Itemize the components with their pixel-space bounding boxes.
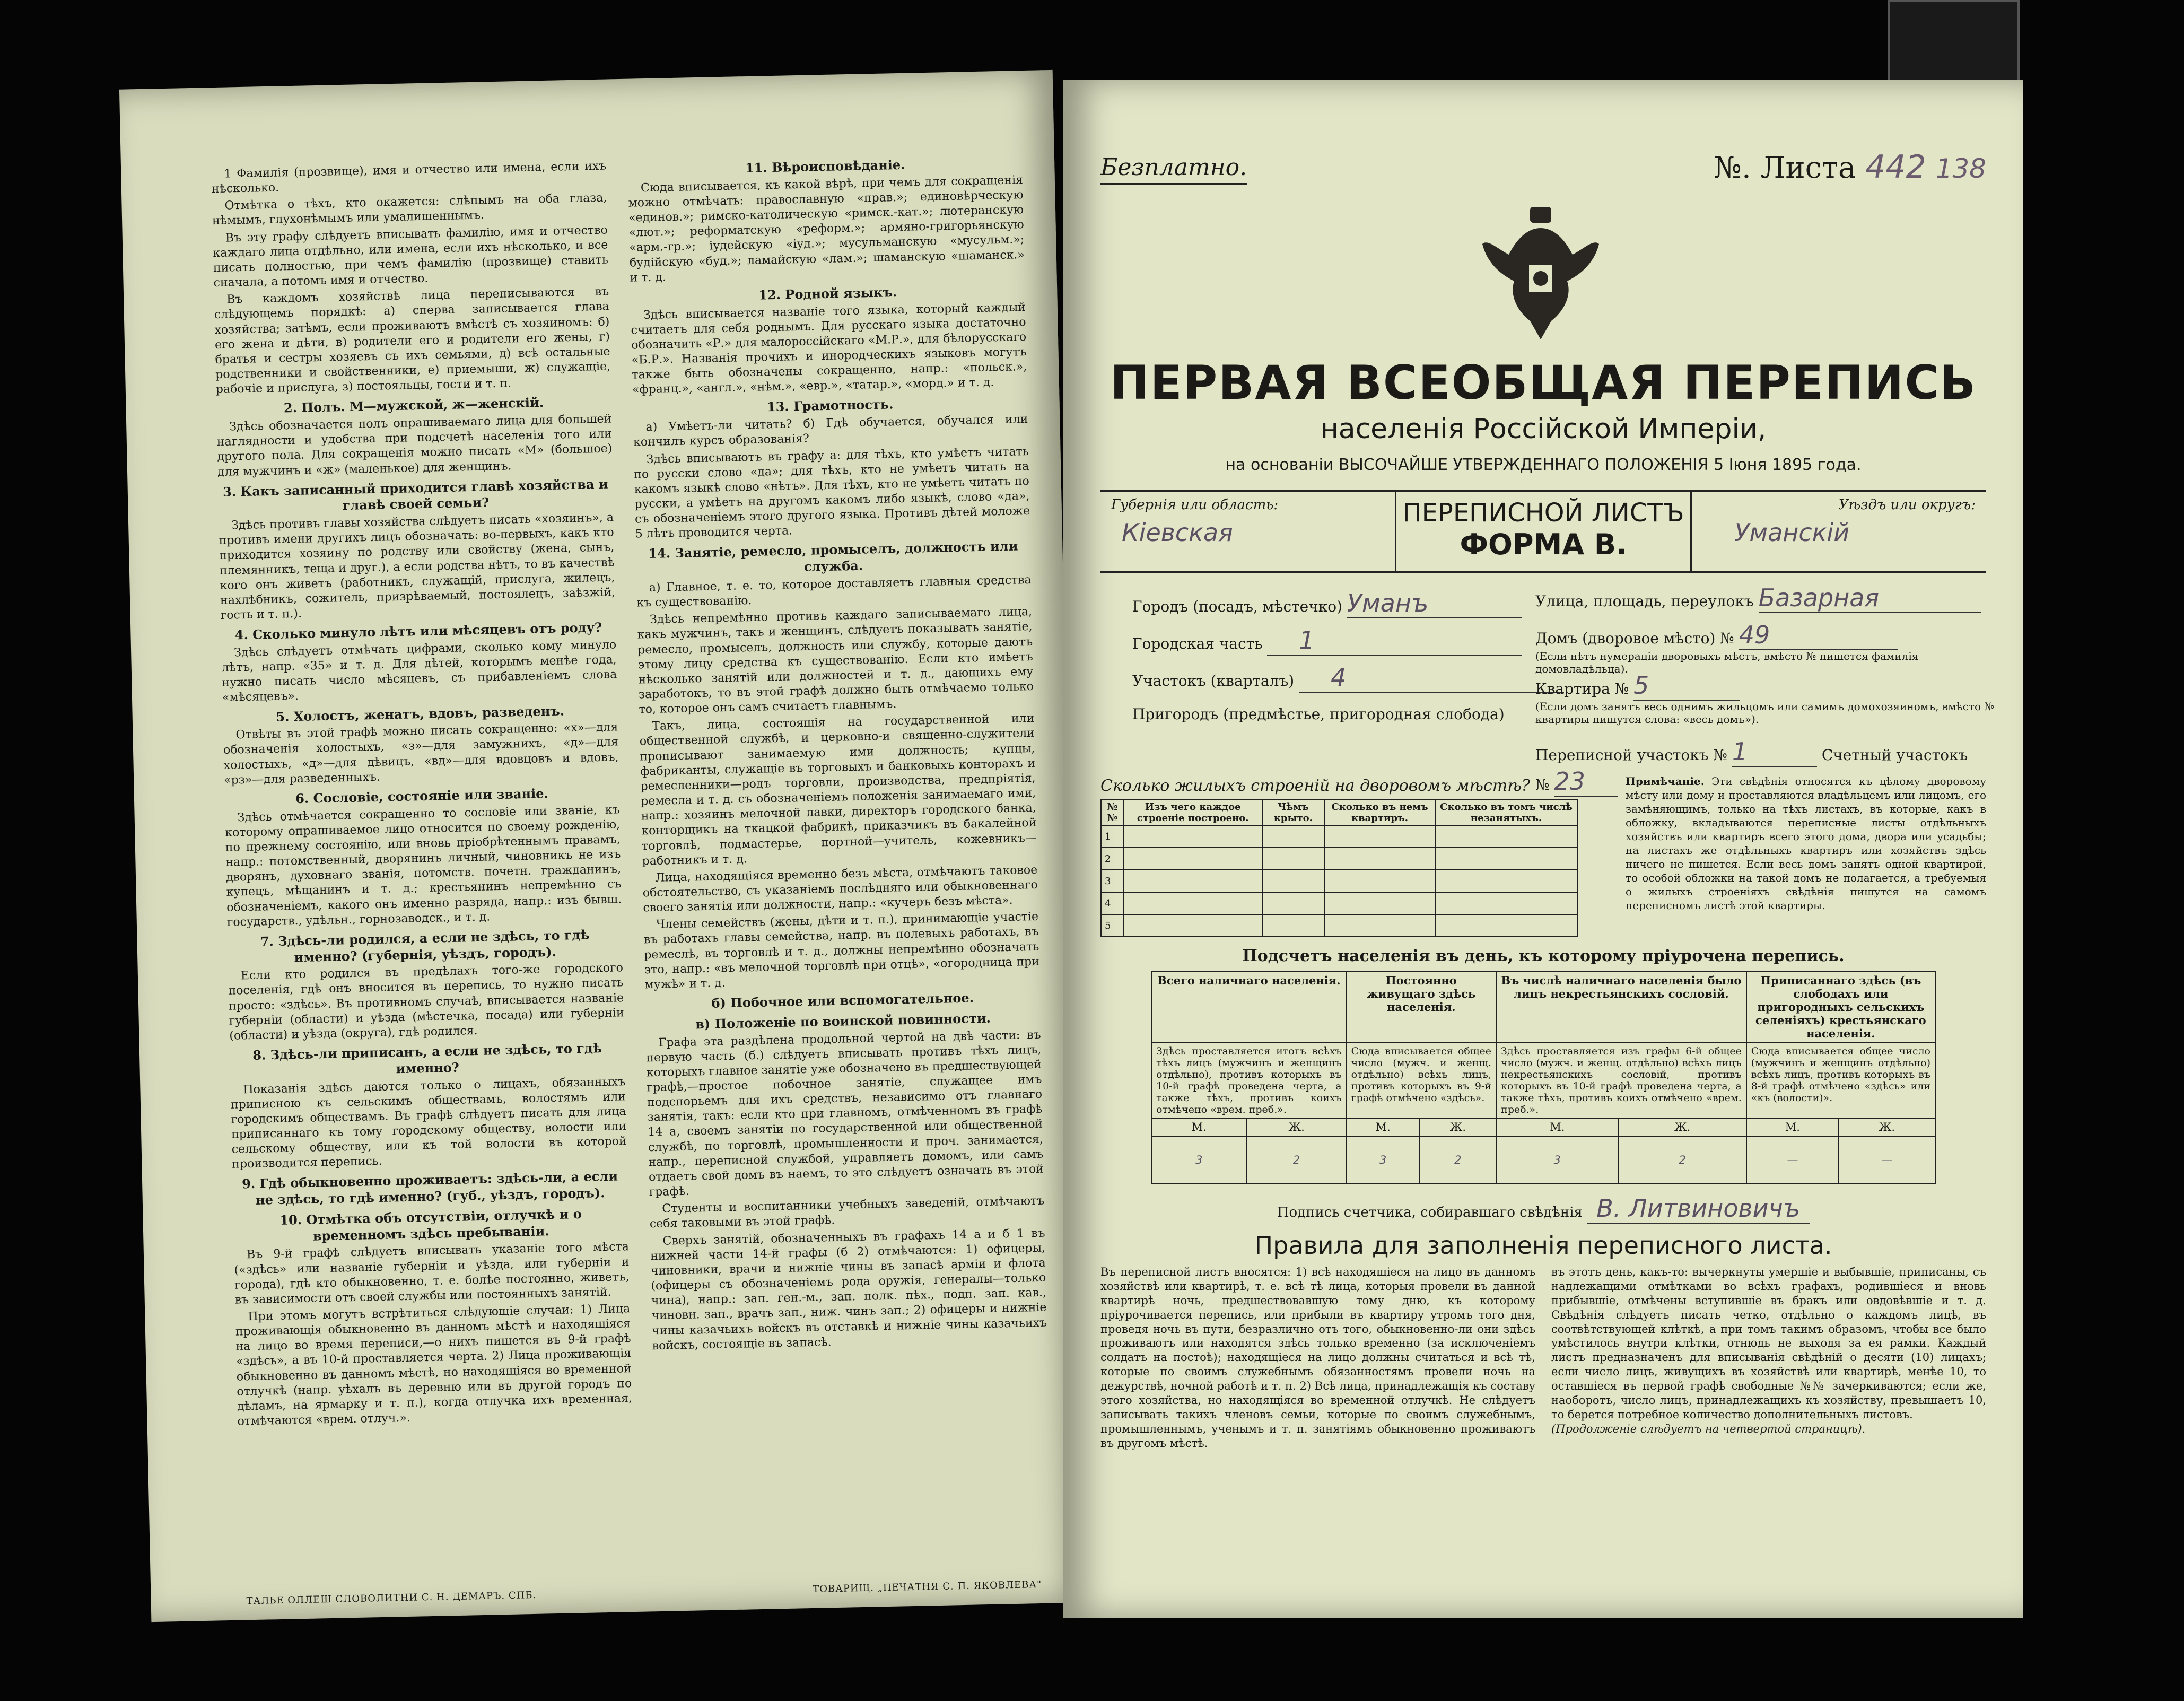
printer-note-right: ТОВАРИЩ. „ПЕЧАТНЯ С. П. ЯКОВЛЕВА" <box>813 1578 1042 1595</box>
note-title: Примѣчаніе. <box>1626 775 1705 788</box>
buildings-cell[interactable] <box>1262 914 1324 937</box>
gubernia-cell <box>1100 492 1395 571</box>
population-sex-label: М. <box>1496 1118 1619 1136</box>
house-label: Домъ (дворовое мѣсто) № <box>1535 630 1734 647</box>
perep-field <box>1535 737 1986 797</box>
apt-label: Квартира № <box>1535 680 1629 697</box>
population-header-cell: Въ числѣ наличнаго населенія было лицъ некрестьянскихъ сословій. <box>1496 971 1746 1043</box>
apt-field <box>1535 671 1740 701</box>
left-page <box>119 70 1085 1622</box>
gubernia-value[interactable]: Кіевская <box>1122 518 1233 547</box>
buildings-cell[interactable] <box>1324 870 1435 892</box>
buildings-cell[interactable] <box>1262 870 1324 892</box>
uezd-value[interactable]: Уманскій <box>1734 518 1850 547</box>
population-mf-row <box>1151 1118 1935 1136</box>
uezd-cell <box>1692 492 1986 571</box>
signature-label: Подпись счетчика, собиравшаго свѣдѣнія <box>1277 1205 1583 1220</box>
buildings-cell[interactable] <box>1435 892 1577 914</box>
section-heading: 9. Гдѣ обыкновенно проживаетъ: здѣсь-ли, а если не здѣсь, то гдѣ именно? (губ., уѣздъ, городъ). <box>241 1168 618 1208</box>
section-paragraph: Сверхъ занятій, обозначенныхъ въ графахъ 14 а и б 1 въ нижней части 14-й графы (б 2) отмѣчаются: 1) офицеры, чиновники, врачи и нижніе чины въ запасѣ арміи и флота (офицеры съ обозначеніемъ рода оружія, генералы—только чина), напр.: зап. ген.-м., зап. полк. пѣх., подп. зап. кав., чиновн. зап., врачъ зап., ниж. чинъ зап.; 2) офицеры и нижніе чины казачьихъ войскъ въ отставкѣ и нижніе чины казачьихъ войскъ, состоящіе въ запасѣ. <box>650 1226 1047 1353</box>
buildings-cell[interactable] <box>1262 892 1324 914</box>
buildings-row <box>1101 848 1577 870</box>
section-paragraph: Члены семействъ (жены, дѣти и т. п.), принимающіе участіе въ работахъ главы семейства, напр. въ полевыхъ работахъ, въ ремеслѣ, въ торговлѣ и т. д., должны непремѣнно обозначать это, напр.: «въ мелочной торговлѣ при отцѣ», «огородница при мужѣ» и т. д. <box>643 910 1040 992</box>
instructions-column-1 <box>211 159 636 1589</box>
buildings-row-number: 4 <box>1101 892 1124 914</box>
population-title: Подсчетъ населенія въ день, къ которому пріурочена перепись. <box>1242 947 1845 965</box>
city-value[interactable]: Уманъ <box>1347 589 1522 618</box>
buildings-header-cell: Изъ чего каждое строеніе построено. <box>1124 800 1262 825</box>
section-heading: 8. Здѣсь-ли приписанъ, а если не здѣсь, то гдѣ именно? <box>252 1040 602 1077</box>
gubernia-label: Губернія или область: <box>1111 497 1279 513</box>
rules-column-2-text: въ этотъ день, какъ-то: вычеркнуты умершіе и выбывшіе, приписаны, съ надлежащими отмѣтками во всѣхъ графахъ, родившіеся и вновь прибывшіе, отмѣчены вступившіе въ бракъ или овдовѣвшіе и т. д. Свѣдѣнія слѣдуетъ писать четко, отдѣльно о каждомъ лицѣ, въ соотвѣтствующей клѣткѣ, а при томъ такимъ образомъ, чтобы все было умѣстилось внутри клѣтки, отнюдь не выходя за ея рамки. Каждый листъ предназначенъ для вписыванія свѣдѣній о десяти (10) лицахъ; если число лицъ, живущихъ въ хозяйствѣ или квартирѣ, менѣе 10, то оставшіеся въ первой графѣ свободные №№ зачеркиваются; если же, наоборотъ, число лицъ, принадлежащихъ къ хозяйству, превышаетъ 10, то берется потребное количество дополнительныхъ листовъ. <box>1551 1266 1986 1421</box>
buildings-cell[interactable] <box>1324 848 1435 870</box>
section-paragraph: Здѣсь отмѣчается сокращенно то сословіе или званіе, къ которому опрашиваемое лицо относится по своему рожденію, по прежнему состоянію, или вновь пріобрѣтеннымъ правамъ, напр.: потомственный, дворянинъ личный, чиновникъ не изъ дворянъ, духовнаго званія, потомств. почетн. гражданинъ, купецъ, мѣщанинъ и т. д.; крестьянинъ непремѣнно съ обозначеніемъ, какого онъ именно разряда, напр.: изъ бывш. государств., удѣльн., горнозаводск., и т. д. <box>225 802 622 929</box>
schet-value[interactable]: 23 <box>1554 767 1618 797</box>
rules-title: Правила для заполненія переписного листа. <box>1254 1231 1832 1260</box>
section-paragraph: Здѣсь вписываютъ въ графу а: для тѣхъ, кто умѣетъ читать по русски слово «да»; для тѣхъ, кто не умѣетъ читать на какомъ языкѣ слово «нѣтъ». Для тѣхъ, кто не умѣетъ читать по русски, а умѣетъ на другомъ какомъ либо языкѣ, слово «да», съ обозначеніемъ этого другого языка. Противъ дѣтей моложе 5 лѣтъ проводится черта. <box>634 444 1030 541</box>
population-desc-cell: Сюда вписывается общее число (мужч. и женщ. отдѣльно) всѣхъ лицъ, противъ которыхъ въ 9-й графѣ отмѣчено «здѣсь». <box>1347 1043 1496 1118</box>
left-page-columns <box>211 150 1052 1588</box>
section-heading: 3. Какъ записанный приходится главѣ хозяйства и главѣ своей семьи? <box>222 476 608 513</box>
census-title: ПЕРВАЯ ВСЕОБЩАЯ ПЕРЕПИСЬ <box>1110 355 1977 410</box>
signature-value[interactable]: В. Литвиновичъ <box>1587 1194 1810 1224</box>
imperial-eagle-icon <box>1477 207 1604 345</box>
rules-text <box>1100 1265 1986 1450</box>
population-value-cell[interactable]: — <box>1839 1136 1935 1184</box>
buildings-block <box>1100 774 1610 937</box>
section-heading: 4. Сколько минуло лѣтъ или мѣсяцевъ отъ роду? <box>234 620 602 643</box>
population-value-cell[interactable]: 2 <box>1247 1136 1347 1184</box>
population-value-cell[interactable]: — <box>1746 1136 1839 1184</box>
section-paragraph: Отвѣты въ этой графѣ можно писать сокращенно: «х»—для обозначенія холостыхъ, «з»—для замужнихъ, «д»—для холостыхъ, «д»—для дѣвицъ, «вд»—для вдовцовъ и вдовъ, «рз»—для разведенныхъ. <box>223 720 619 787</box>
buildings-row-number: 2 <box>1101 848 1124 870</box>
printer-note-left: ТАЛЬЕ ОЛЛЕШ СЛОВОЛИТНИ С. Н. ДЕМАРЪ. СПБ. <box>246 1589 537 1607</box>
population-sex-label: М. <box>1746 1118 1839 1136</box>
buildings-header-cell: Сколько въ томъ числѣ незанятыхъ. <box>1435 800 1577 825</box>
rules-continued: (Продолженіе слѣдуетъ на четвертой страницѣ). <box>1551 1422 1866 1435</box>
buildings-cell[interactable] <box>1324 825 1435 848</box>
section-paragraph: Здѣсь вписывается названіе того языка, который каждый считаетъ для себя роднымъ. Для русскаго языка достаточно обозначить «Р.» для малороссійскаго «М.Р.», для бѣлорусскаго «Б.Р.». Названія прочихъ и инородческихъ языковъ могутъ также быть обозначены сокращенно, напр.: «польск.», «франц.», «англ.», «нѣм.», «евр.», «татар.», «морд.» и т. д. <box>631 300 1027 397</box>
city-field <box>1132 589 1522 618</box>
section-paragraph: Въ эту графу слѣдуетъ вписывать фамилію, имя и отчество каждаго лица отдѣльно, или имена, если ихъ нѣсколько, и все писать полностью, при чемъ фамилію (прозвище) ставить сначала, а потомъ имя и отчество. <box>213 223 609 290</box>
street-field <box>1535 583 1981 613</box>
free-label: Безплатно. <box>1100 154 1247 185</box>
house-field <box>1535 621 1898 650</box>
buildings-row-number: 3 <box>1101 870 1124 892</box>
buildings-table <box>1100 799 1578 937</box>
house-value[interactable]: 49 <box>1739 621 1898 650</box>
buildings-cell[interactable] <box>1124 870 1262 892</box>
section-heading: 13. Грамотность. <box>766 396 894 415</box>
uchastok-label: Участокъ (кварталъ) <box>1132 672 1295 690</box>
section-heading: 5. Холостъ, женатъ, вдовъ, разведенъ. <box>276 702 565 725</box>
buildings-cell[interactable] <box>1124 825 1262 848</box>
section-heading: в) Положеніе по воинской повинности. <box>695 1010 991 1032</box>
form-title-line1: ПЕРЕПИСНОЙ ЛИСТЪ <box>1402 498 1684 528</box>
population-sex-label: М. <box>1151 1118 1247 1136</box>
section-paragraph: Лица, находящіяся временно безъ мѣста, отмѣчаютъ таковое обстоятельство, съ указаніемъ послѣдняго или обыкновеннаго своего занятія или должности, напр.: «кучеръ безъ мѣста». <box>642 863 1038 915</box>
buildings-row-number: 1 <box>1101 825 1124 848</box>
section-paragraph: Здѣсь непремѣнно противъ каждаго записываемаго лица, какъ мужчинъ, такъ и женщинъ, слѣдуетъ показывать занятіе, ремесло, промыселъ, должность или службу, которые даютъ этому лицу средства къ существованію. Если кто имѣетъ нѣсколько занятій или должностей и т. д., дающихъ ему заработокъ, то въ этой графѣ должно быть отмѣчаемо только то, которое онъ самъ считаетъ главнымъ. <box>637 605 1034 717</box>
census-basis: на основаніи ВЫСОЧАЙШЕ УТВЕРЖДЕННАГО ПОЛОЖЕНІЯ 5 Іюня 1895 года. <box>1225 456 1862 474</box>
section-paragraph: Въ каждомъ хозяйствѣ лица переписываются въ слѣдующемъ порядкѣ: а) сперва записывается глава хозяйства; затѣмъ, если проживаютъ вмѣстѣ съ хозяиномъ: б) его жена и дѣти, в) родители его и родители его жены, г) братья и сестры хозяевъ съ ихъ семьями, д) всѣ остальные родственники и свойственники, е) приемыши, ж) служащіе, рабочіе и прислуга, з) постояльцы, гости и т. п. <box>214 285 611 397</box>
section-paragraph: При этомъ могутъ встрѣтиться слѣдующіе случаи: 1) Лица проживающія обыкновенно въ данномъ мѣстѣ и находящіяся на лицо во время переписи,—о нихъ пишется въ 9-й графѣ «здѣсь», а въ 10-й проставляется черта. 2) Лица проживающія обыкновенно въ данномъ мѣстѣ, но находящіяся во временной отлучкѣ (напр. уѣхалъ въ деревню или въ другой городъ по дѣламъ, на ярмарку и т. п.), когда отлучка ихъ временная, отмѣчаются «врем. отлуч.». <box>235 1302 633 1428</box>
signature-line <box>1100 1194 1986 1224</box>
buildings-table-header <box>1101 800 1577 825</box>
population-header-cell: Постоянно живущаго здѣсь населенія. <box>1347 971 1496 1043</box>
population-desc-cell: Сюда вписывается общее число (мужчинъ и женщинъ отдѣльно) всѣхъ лицъ, противъ которыхъ въ 8-й графѣ отмѣчено «здѣсь» или «къ (волости)». <box>1746 1043 1935 1118</box>
section-paragraph: Въ 9-й графѣ слѣдуетъ вписывать указаніе того мѣста («здѣсь» или названіе губерніи и уѣзда, или губерніи и города), гдѣ кто обыкновенно, т. е. болѣе постоянно, живетъ, въ зависимости отъ своей службы или постоянныхъ занятій. <box>234 1240 630 1307</box>
population-desc-cell: Здѣсь проставляется итогъ всѣхъ тѣхъ лицъ (мужчинъ и женщинъ отдѣльно), противъ которыхъ въ 10-й графѣ проведена черта, а также тѣхъ, противъ коихъ отмѣчено «врем. преб.». <box>1151 1043 1347 1118</box>
population-sex-label: Ж. <box>1247 1118 1347 1136</box>
section-heading: 6. Сословіе, состояніе или званіе. <box>295 786 549 806</box>
section-paragraph: Если кто родился въ предѣлахъ того-же городского поселенія, гдѣ онъ вносится въ перепись, то нужно писать просто: «здѣсь». Въ противномъ случаѣ, вписывается названіе губерніи (области) и уѣзда (мѣстечка, посада) или губерніи (области) и уѣзда (округа), гдѣ родился. <box>228 961 624 1043</box>
population-desc-cell: Здѣсь проставляется изъ графы 6-й общее число (мужч. и женщ. отдѣльно) всѣхъ лицъ некрестьянскихъ сословій, противъ которыхъ въ 10-й графѣ проведена черта, а также тѣхъ, противъ коихъ отмѣчено «врем. преб.». <box>1496 1043 1746 1118</box>
section-heading: 2. Полъ. М—мужской, ж—женскій. <box>283 395 544 416</box>
prigorod-field <box>1132 705 1505 723</box>
buildings-row-number: 5 <box>1101 914 1124 937</box>
buildings-row <box>1101 914 1577 937</box>
street-label: Улица, площадь, переулокъ <box>1535 592 1754 610</box>
buildings-cell[interactable] <box>1324 892 1435 914</box>
buildings-section <box>1100 774 1986 937</box>
form-header-box <box>1100 490 1986 573</box>
population-desc-row <box>1151 1043 1935 1118</box>
buildings-cell[interactable] <box>1262 825 1324 848</box>
house-note: (Если нѣтъ нумераціи дворовыхъ мѣстъ, вмѣсто № пишется фамилія домовладѣльца). <box>1535 650 1919 675</box>
perep-label: Переписной участокъ № <box>1535 746 1727 764</box>
schet-label: Счетный участокъ № <box>1535 746 1968 793</box>
section-paragraph: Отмѣтка о тѣхъ, кто окажется: слѣпымъ на оба глаза, нѣмымъ, глухонѣмымъ или умалишеннымъ. <box>212 191 607 228</box>
population-header-row <box>1151 971 1935 1043</box>
section-paragraph: Показанія здѣсь даются только о лицахъ, обязанныхъ приписною къ сельскимъ обществамъ, волостямъ или городскимъ обществамъ. Въ графѣ слѣдуетъ писать для лица приписаннаго къ тому городскому обществу, волости или сельскому обществу, или къ той волости въ которой производится перепись. <box>230 1075 627 1172</box>
buildings-row <box>1101 892 1577 914</box>
perep-value[interactable]: 1 <box>1732 737 1817 767</box>
section-paragraph: Сюда вписывается, къ какой вѣрѣ, при чемъ для сокращенія можно отмѣчать: православную «прав.»; единовѣрческую «единов.»; римско-католическую «римск.-кат.»; лютеранскую «лют.»; реформатскую «реформ.»; армяно-григорьянскую «арм.-гр.»; іудейскую «іуд.»; мусульманскую «мусульм.»; будійскую «буд.»; ламайскую «лам.»; шаманскую «шаманск.» и т. д. <box>628 173 1025 285</box>
census-subtitle: населенія Россійской Имперіи, <box>1320 413 1767 445</box>
section-paragraph: Графа эта раздѣлена продольной чертой на двѣ части: въ первую часть (б.) слѣдуетъ вписывать противъ тѣхъ лицъ, которыхъ главное занятіе уже обозначено въ предшествующей графѣ,—простое побочное занятіе, служащее имъ подспорьемъ для ихъ средствъ, независимо отъ главнаго занятія, такъ: если кто при главномъ, отмѣченномъ въ графѣ 14 а, своемъ занятіи по государственной или общественной службѣ, по торговлѣ, промышленности и проч. занимается, напр., переписной службой, управляетъ домомъ, или самъ отдаетъ свой домъ въ наемъ, то это слѣдуетъ означать въ этой графѣ. <box>646 1028 1044 1199</box>
population-value-cell[interactable]: 3 <box>1496 1136 1619 1184</box>
section-paragraph: Здѣсь противъ главы хозяйства слѣдуетъ писать «хозяинъ», а противъ имени другихъ лицъ обозначать: во-первыхъ, какъ кто приходится хозяину по родству или свойству (жена, сынъ, племянникъ, теща и друг.), а если родства нѣтъ, то въ качествѣ кого онъ живетъ (работникъ, служащій, прислуга, жилецъ, нахлѣбникъ, сожитель, призрѣваемый, постоялецъ, заѣзжій, гость и т. п.). <box>219 511 616 623</box>
buildings-cell[interactable] <box>1324 914 1435 937</box>
note-text: Эти свѣдѣнія относятся къ цѣлому дворовому мѣсту или дому и проставляются владѣльцемъ или лицомъ, его замѣняющимъ, только на тѣхъ листахъ, въ которые, какъ в обложку, вкладываются переписные листы отдѣльныхъ хозяйствъ или квартиръ всего этого дома, двора или усадьбы; на листахъ же отдѣльныхъ квартиръ или хозяйствъ здѣсь ничего не пишется. Если весь домъ занятъ одной квартирой, то особой обложки на такой домъ не полагается, а требуемыя о жилыхъ строеніяхъ свѣдѣнія пишутся на самомъ переписномъ листѣ этой квартиры. <box>1626 775 1987 912</box>
buildings-cell[interactable] <box>1124 914 1262 937</box>
section-paragraph: а) Главное, т. е. то, которое доставляетъ главныя средства къ существованію. <box>636 573 1032 610</box>
section-heading: 10. Отмѣтка объ отсутствіи, отлучкѣ и о временномъ здѣсь пребываніи. <box>279 1206 582 1244</box>
rules-column-1: Въ переписной листъ вносятся: 1) всѣ находящіеся на лицо въ данномъ хозяйствѣ или квартирѣ, т. е. всѣ тѣ лица, которыя провели въ данной квартирѣ ночь, предшествовавшую тому дню, къ которому пріурочивается перепись, или прибыли въ квартиру утромъ того дня, проведя ночь въ пути, безразлично отъ того, обыкновенно-ли они здѣсь проживаютъ или находятся здѣсь только временно (за исключеніемъ солдатъ на постоѣ); находящіеся на лицо должны считаться и всѣ тѣ, которые по своимъ служебнымъ обязанностямъ провели ночь на дежурствѣ, ночной работѣ и т. п. 2) Всѣ лица, принадлежащія къ составу этого хозяйства, но находящіяся во временной отлучкѣ. Не слѣдуетъ записывать такихъ членовъ семьи, которые по своимъ служебнымъ, промышленнымъ, ученымъ и т. п. занятіямъ обыкновенно проживаютъ въ другомъ мѣстѣ. <box>1100 1266 1535 1450</box>
instructions-column-2 <box>627 150 1052 1580</box>
buildings-row <box>1101 870 1577 892</box>
population-sex-label: Ж. <box>1420 1118 1496 1136</box>
population-sex-label: М. <box>1347 1118 1420 1136</box>
section-heading: 7. Здѣсь-ли родился, а если не здѣсь, то гдѣ именно? (губернія, уѣздъ, городъ). <box>260 927 590 965</box>
population-header-cell: Приписаннаго здѣсь (въ слободахъ или пригородныхъ сельскихъ селеніяхъ) крестьянскаго населенія. <box>1746 971 1935 1043</box>
buildings-cell[interactable] <box>1124 848 1262 870</box>
city-label: Городъ (посадъ, мѣстечко) <box>1132 598 1343 615</box>
buildings-cell[interactable] <box>1435 870 1577 892</box>
population-table <box>1151 971 1936 1184</box>
uchastok-value[interactable]: 4 <box>1299 663 1564 693</box>
buildings-note <box>1626 774 1986 937</box>
buildings-header-cell: Сколько въ немъ квартиръ. <box>1324 800 1435 825</box>
uezd-label: Уѣздъ или округъ: <box>1838 497 1976 513</box>
population-value-row <box>1151 1136 1935 1184</box>
section-paragraph: Здѣсь обозначается полъ опрашиваемаго лица для большей наглядности и удобства при подсчетѣ населенія того или другого пола. Для сокращенія можно писать «М» (большое) для мужчинъ и «ж» (маленькое) для женщинъ. <box>216 412 613 479</box>
apt-value[interactable]: 5 <box>1633 671 1740 701</box>
population-value-cell[interactable]: 2 <box>1420 1136 1496 1184</box>
section-heading: 14. Занятіе, ремесло, промыселъ, должность или служба. <box>648 538 1018 575</box>
form-title-line2: ФОРМА В. <box>1460 528 1627 561</box>
sheet-number-label: №. Листа <box>1714 151 1856 185</box>
section-paragraph: 1 Фамилія (прозвище), имя и отчество или имена, если ихъ нѣсколько. <box>211 159 607 196</box>
population-value-cell[interactable]: 2 <box>1619 1136 1746 1184</box>
section-paragraph: а) Умѣетъ-ли читать? б) Гдѣ обучается, обучался или кончилъ курсъ образованія? <box>633 413 1028 449</box>
population-sex-label: Ж. <box>1619 1118 1746 1136</box>
prigorod-label: Пригородъ (предмѣстье, пригородная слобода) <box>1132 705 1505 723</box>
population-value-cell[interactable]: 3 <box>1151 1136 1247 1184</box>
buildings-header-cell: №№ <box>1101 800 1124 825</box>
sheet-number-handwritten-2: 138 <box>1935 153 1986 184</box>
buildings-cell[interactable] <box>1124 892 1262 914</box>
buildings-row <box>1101 825 1577 848</box>
buildings-table-body <box>1101 825 1577 937</box>
binding-clip <box>1888 0 2020 84</box>
form-title-cell <box>1395 492 1692 571</box>
section-paragraph: Такъ, лица, состоящія на государственной или общественной службѣ, и церковно-и священно-служители прописывают занимаемую ими должность; купцы, фабриканты, служащіе въ торговыхъ и банковыхъ конторахъ и ремесленники—родъ торговли, производства, предпріятія, ремесла и т. д. съ обозначеніемъ положенія занимаемаго ими, напр.: хозяинъ мелочной лавки, директоръ городского банка, конторщикъ на ткацкой фабрикѣ, приказчикъ въ бакалейной торговлѣ, подмастерье, портной—учитель, кожевникъ—работникъ и т. д. <box>639 712 1037 868</box>
buildings-title: Сколько жилыхъ строеній на дворовомъ мѣстѣ? <box>1100 777 1530 795</box>
apt-note: (Если домъ занятъ весь однимъ жильцомъ или самимъ домохозяиномъ, вмѣсто № квартиры пишутся слова: «весь домъ»). <box>1535 700 1995 726</box>
buildings-cell[interactable] <box>1262 848 1324 870</box>
buildings-cell[interactable] <box>1435 848 1577 870</box>
section-heading: 12. Родной языкъ. <box>758 284 897 303</box>
city-part-field <box>1132 626 1522 656</box>
buildings-cell[interactable] <box>1435 914 1577 937</box>
sheet-number-handwritten: 442 <box>1865 149 1926 186</box>
rules-column-2 <box>1551 1265 1986 1450</box>
population-value-cell[interactable]: 3 <box>1347 1136 1420 1184</box>
section-heading: б) Побочное или вспомогательное. <box>711 990 974 1011</box>
street-value[interactable]: Базарная <box>1759 583 1981 613</box>
city-part-value[interactable]: 1 <box>1267 626 1522 656</box>
section-paragraph: Студенты и воспитанники учебныхъ заведеній, отмѣчаютъ себя таковыми въ этой графѣ. <box>649 1194 1045 1231</box>
city-part-label: Городская часть <box>1132 635 1263 652</box>
buildings-cell[interactable] <box>1435 825 1577 848</box>
buildings-header-cell: Чѣмъ крыто. <box>1262 800 1324 825</box>
population-header-cell: Всего наличнаго населенія. <box>1151 971 1347 1043</box>
sheet-number <box>1714 149 1986 186</box>
uchastok-field <box>1132 663 1564 693</box>
section-heading: 11. Вѣроисповѣданіе. <box>745 156 905 176</box>
right-page <box>1063 80 2023 1618</box>
section-paragraph: Здѣсь слѣдуетъ отмѣчать цифрами, сколько кому минуло лѣтъ, напр. «35» и т. д. Для дѣтей, которымъ менѣе года, нужно писать число мѣсяцевъ, съ прибавленіемъ слова «мѣсяцевъ». <box>221 638 617 705</box>
population-sex-label: Ж. <box>1839 1118 1935 1136</box>
